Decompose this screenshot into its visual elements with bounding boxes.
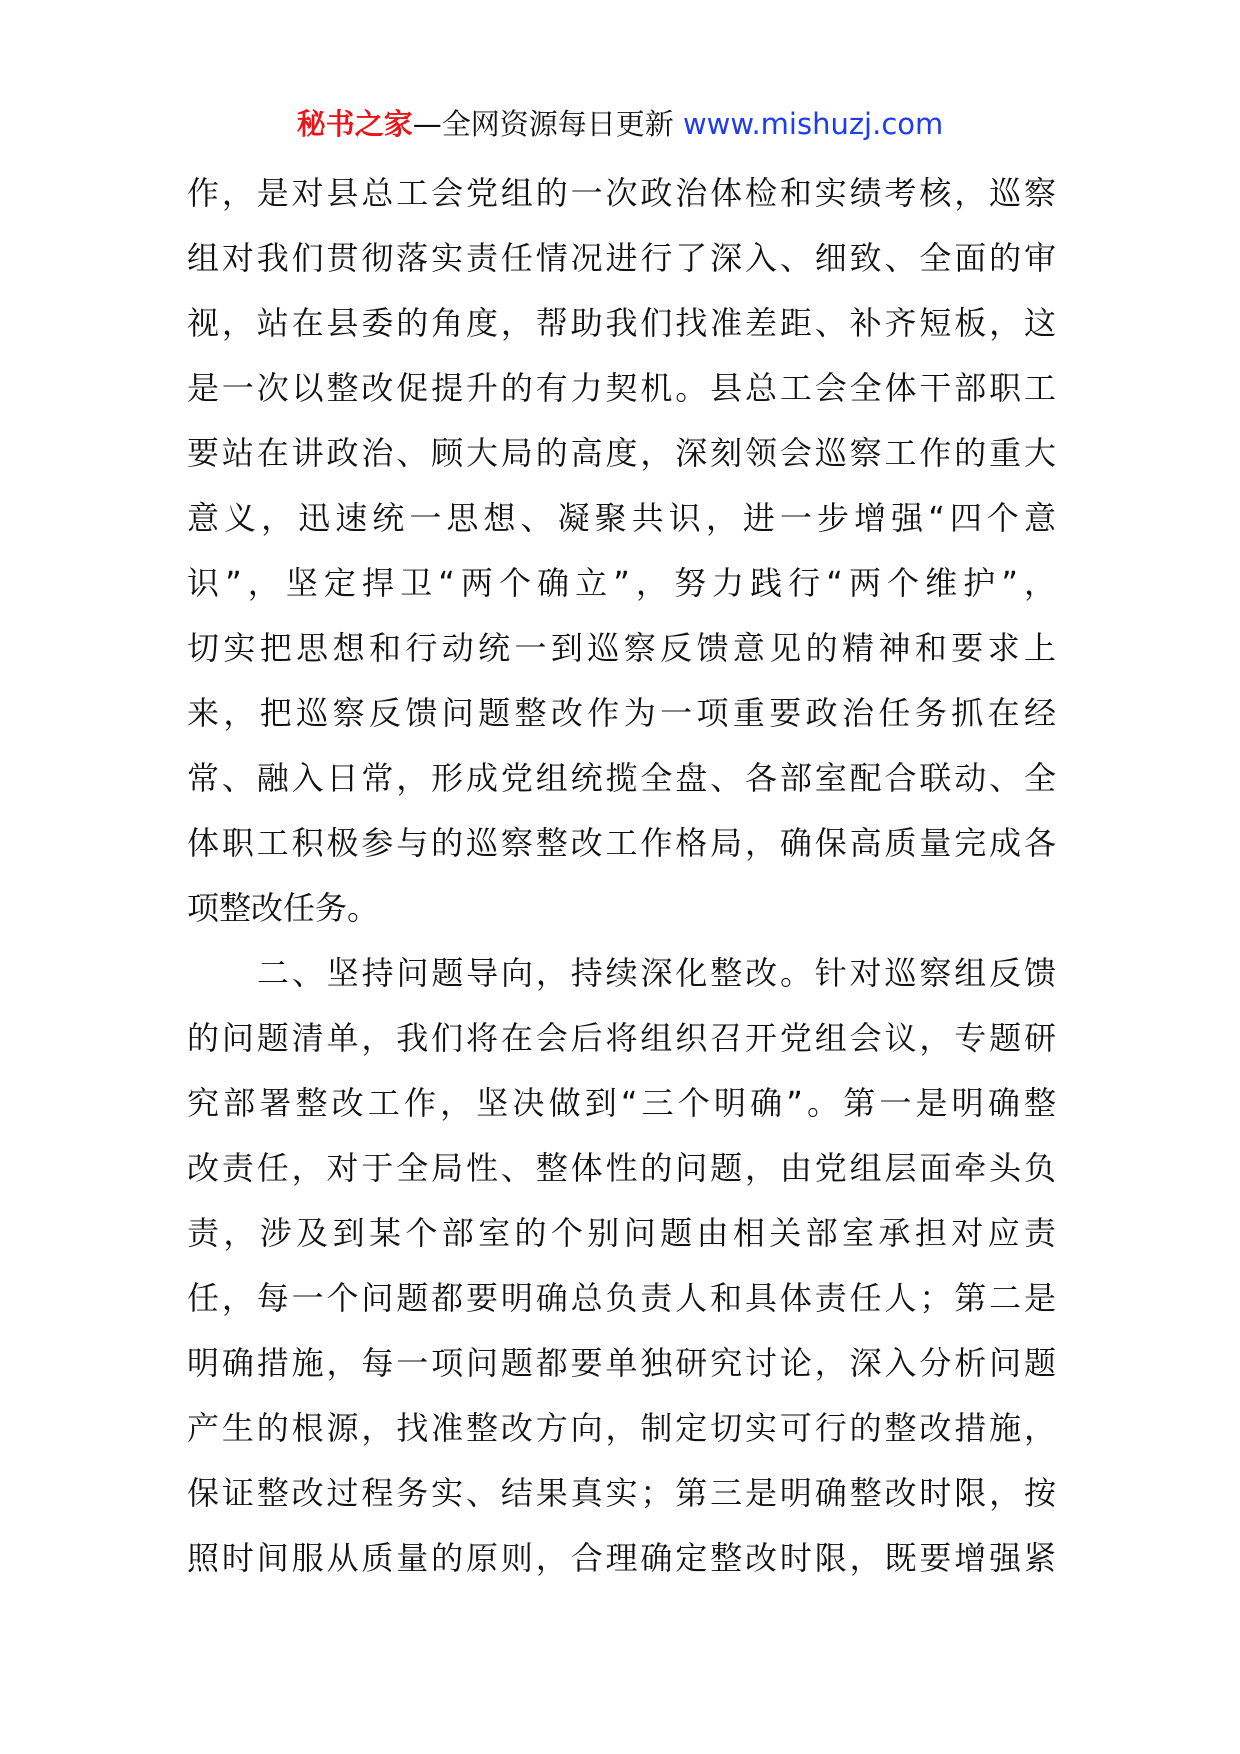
body-line: 保证整改过程务实、结果真实；第三是明确整改时限，按 [187, 1474, 1056, 1512]
body-line: 要站在讲政治、顾大局的高度，深刻领会巡察工作的重大 [187, 434, 1056, 472]
body-line: 责，涉及到某个部室的个别问题由相关部室承担对应责 [187, 1214, 1056, 1252]
body-line: 任，每一个问题都要明确总负责人和具体责任人；第二是 [187, 1279, 1056, 1317]
body-line-section-heading: 二、坚持问题导向，持续深化整改。针对巡察组反馈 [257, 954, 1056, 992]
brand-name: 秘书之家 [296, 107, 413, 141]
body-line: 视，站在县委的角度，帮助我们找准差距、补齐短板，这 [187, 304, 1056, 342]
body-line: 作，是对县总工会党组的一次政治体检和实绩考核，巡察 [187, 174, 1056, 212]
body-line: 识”，坚定捍卫“两个确立”，努力践行“两个维护”， [187, 564, 1056, 602]
body-line: 的问题清单，我们将在会后将组织召开党组会议，专题研 [187, 1019, 1056, 1057]
header-tagline: —全网资源每日更新 [412, 107, 674, 141]
body-line: 明确措施，每一项问题都要单独研究讨论，深入分析问题 [187, 1344, 1056, 1382]
body-line: 改责任，对于全局性、整体性的问题，由党组层面牵头负 [187, 1149, 1056, 1187]
body-line: 究部署整改工作，坚决做到“三个明确”。第一是明确整 [187, 1084, 1056, 1122]
body-line: 常、融入日常，形成党组统揽全盘、各部室配合联动、全 [187, 759, 1056, 797]
body-line: 来，把巡察反馈问题整改作为一项重要政治任务抓在经 [187, 694, 1056, 732]
site-url-link[interactable]: www.mishuzj.com [682, 107, 944, 141]
body-line: 意义，迅速统一思想、凝聚共识，进一步增强“四个意 [187, 499, 1056, 537]
body-line: 切实把思想和行动统一到巡察反馈意见的精神和要求上 [187, 629, 1056, 667]
body-line: 组对我们贯彻落实责任情况进行了深入、细致、全面的审 [187, 239, 1056, 277]
body-line: 是一次以整改促提升的有力契机。县总工会全体干部职工 [187, 369, 1056, 407]
page-header [0, 104, 1240, 144]
body-line: 产生的根源，找准整改方向，制定切实可行的整改措施， [187, 1409, 1056, 1447]
document-body [187, 161, 1056, 1591]
body-line-paragraph-end: 项整改任务。 [187, 889, 380, 927]
body-line: 照时间服从质量的原则，合理确定整改时限，既要增强紧 [187, 1539, 1056, 1577]
body-line: 体职工积极参与的巡察整改工作格局，确保高质量完成各 [187, 824, 1056, 862]
